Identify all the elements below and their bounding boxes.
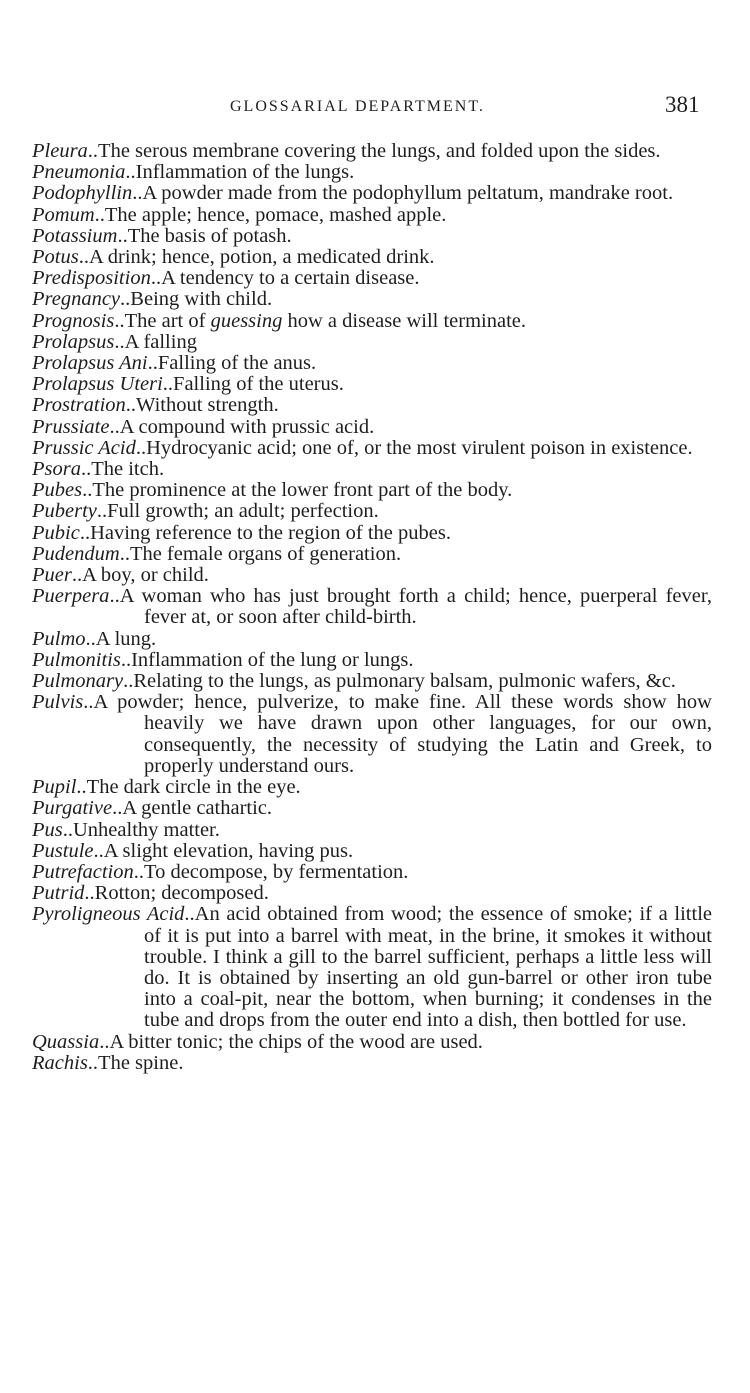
glossary-entry [32,841,712,862]
entry-definition: Falling of the uterus. [173,373,344,396]
glossary-entry [32,544,712,565]
glossary-entry [32,141,712,162]
separator: .. [132,182,143,205]
separator: .. [99,1030,110,1053]
entry-term: Pulvis [32,691,84,714]
entry-term: Pulmonary [32,670,124,693]
glossary-entry [32,650,712,671]
glossary-entry [32,671,712,692]
glossary-entry [32,904,712,1031]
entry-definition: To decompose, by fermentation. [143,860,409,883]
entry-term: Prussiate [32,415,110,438]
separator: .. [120,288,131,311]
entry-term: Pupil [32,776,77,799]
entry-term: Pulmo [32,627,86,650]
entry-term: Pomum [32,203,95,226]
separator: .. [135,436,147,459]
entry-definition: Inflammation of the lung or lungs. [131,648,414,671]
entry-term: Prostration [32,394,126,417]
entry-definition: Hydrocyanic acid; one of, or the most virulent poison in existence. [146,436,693,459]
entry-definition: A compound with prussic acid. [119,415,375,438]
entry-term: Potus [32,246,79,269]
glossary-entry [32,438,712,459]
glossary-entry [32,183,712,204]
glossary-entry [32,226,712,247]
glossary-entry [32,459,712,480]
entry-term: Pubic [32,521,80,544]
entry-definition: The prominence at the lower front part of the body. [92,479,513,502]
separator: .. [147,352,158,375]
entry-definition: An acid obtained from wood; the essence of smoke; if a little of it is put into a barrel with meat, in the brine, it smokes it without trouble. I think a gill to the barrel sufficient, perhaps a little less will do. It is obtained by inserting an old gun-barrel or other iron tube into a coal-pit, near the bottom, when burning; it condenses in the tube and drops from the outer end into a dish, then bottled for use. [144,903,712,1032]
separator: .. [93,839,104,862]
entry-definition: A bitter tonic; the chips of the wood are used. [109,1030,483,1053]
separator: .. [82,479,93,502]
entry-definition: A lung. [95,627,157,650]
separator: .. [85,627,96,650]
page-header [0,92,750,126]
glossary-entry [32,480,712,501]
entry-term: Puer [32,564,72,587]
separator: .. [123,670,134,693]
entry-definition: The itch. [91,458,165,481]
entry-term: Potassium [32,224,118,247]
glossary-entry [32,862,712,883]
separator: .. [84,882,95,905]
entry-term: Prolapsus [32,330,115,353]
separator: .. [114,330,125,353]
glossary-entry [32,205,712,226]
entry-term: Prussic Acid [32,436,136,459]
entry-definition: A falling [124,330,197,353]
separator: .. [71,564,83,587]
entry-definition: A woman who has just brought forth a child; hence, puerperal fever, fever at, or soon after child-birth. [119,585,712,629]
separator: .. [119,542,130,565]
entry-definition: Without strength. [136,394,279,417]
separator: .. [62,818,73,841]
entry-term: Pneumonia [32,161,126,184]
glossary-entry [32,883,712,904]
entry-term: Pudendum [32,542,120,565]
glossary-entry [32,586,712,628]
separator: .. [87,1051,99,1074]
entry-definition: The dark circle in the eye. [86,776,301,799]
entry-term: Pustule [32,839,94,862]
running-head: GLOSSARIAL DEPARTMENT. [230,98,485,115]
glossary-entry [32,629,712,650]
separator: .. [117,224,128,247]
glossary-entry [32,311,712,332]
entry-definition: Rotton; decomposed. [94,882,269,905]
glossary-entry [32,820,712,841]
separator: .. [83,691,94,714]
entry-definition: Full growth; an adult; perfection. [107,500,379,523]
entry-definition: A boy, or child. [82,564,209,587]
entry-term: Pus [32,818,63,841]
glossary-entry [32,1053,712,1074]
separator: .. [109,585,120,608]
separator: .. [120,648,132,671]
glossary-entry [32,798,712,819]
entry-term: Pregnancy [32,288,121,311]
entry-term: Rachis [32,1051,88,1074]
entry-definition: Relating to the lungs, as pulmonary balsam, pulmonic wafers, &c. [133,670,676,693]
entry-term: Purgative [32,797,113,820]
glossary-entry [32,777,712,798]
entry-definition: A gentle cathartic. [122,797,273,820]
separator: .. [94,203,105,226]
glossary-entry [32,374,712,395]
separator: .. [112,797,123,820]
glossary-entry [32,417,712,438]
entry-term: Prolapsus Ani [32,352,148,375]
entry-definition: A drink; hence, potion, a medicated drink. [88,246,435,269]
entry-definition: The basis of potash. [127,224,292,247]
entry-definition: Inflammation of the lungs. [135,161,355,184]
separator: .. [114,309,125,332]
separator: .. [76,776,87,799]
separator: .. [79,521,91,544]
entry-definition: Unhealthy matter. [73,818,220,841]
entry-definition: The spine. [98,1051,184,1074]
entry-term: Pyroligneous Acid [32,903,185,926]
entry-definition: Having reference to the region of the pubes. [90,521,451,544]
entry-definition: Being with child. [130,288,273,311]
entry-term: Psora [32,458,81,481]
entry-term: Putrid [32,882,85,905]
entry-definition: The apple; hence, pomace, mashed apple. [104,203,447,226]
entry-definition-post: how a disease will terminate. [282,309,526,332]
separator: .. [125,161,136,184]
glossary-entry [32,162,712,183]
separator: .. [109,415,120,438]
entry-term: Quassia [32,1030,100,1053]
page-number: 381 [665,92,700,117]
glossary-entry [32,289,712,310]
entry-definition: The female organs of generation. [129,542,402,565]
entry-term: Pulmonitis [32,648,121,671]
glossary-entry [32,332,712,353]
entry-definition-pre: The art of [124,309,211,332]
entry-term: Prognosis [32,309,115,332]
glossary-entry [32,565,712,586]
separator: .. [184,903,195,926]
separator: .. [96,500,108,523]
entry-term: Putrefaction [32,860,134,883]
glossary-entry [32,268,712,289]
entry-definition-emphasis: guessing [210,309,283,332]
entry-term: Pleura [32,140,88,162]
entry-term: Puberty [32,500,97,523]
entry-term: Prolapsus Uteri [32,373,163,396]
glossary-entry [32,1032,712,1053]
entry-term: Predisposition [32,267,151,290]
glossary-entry [32,523,712,544]
entry-definition: The serous membrane covering the lungs, and folded upon the sides. [98,140,661,162]
glossary-entry [32,692,712,777]
glossary-entry [32,247,712,268]
entry-term: Podophyllin [32,182,133,205]
entry-term: Pubes [32,479,83,502]
separator: .. [162,373,174,396]
entry-definition: A slight elevation, having pus. [103,839,354,862]
separator: .. [133,860,144,883]
entry-definition: A powder; hence, pulverize, to make fine. All these words show how heavily we have drawn upon other languages, for our own, consequently, the necessity of studying the Latin and Greek, to properly understand ours. [93,691,712,777]
entry-term: Puerpera [32,585,110,608]
glossary-entry [32,501,712,522]
separator: .. [87,140,99,162]
entry-definition: A tendency to a certain disease. [161,267,420,290]
separator: .. [80,458,92,481]
glossary-entry [32,353,712,374]
entry-definition: A powder made from the podophyllum peltatum, mandrake root. [142,182,674,205]
glossary-entries [32,141,712,1074]
separator: .. [125,394,137,417]
glossary-entry [32,395,712,416]
separator: .. [78,246,89,269]
entry-definition: Falling of the anus. [157,352,317,375]
separator: .. [150,267,162,290]
